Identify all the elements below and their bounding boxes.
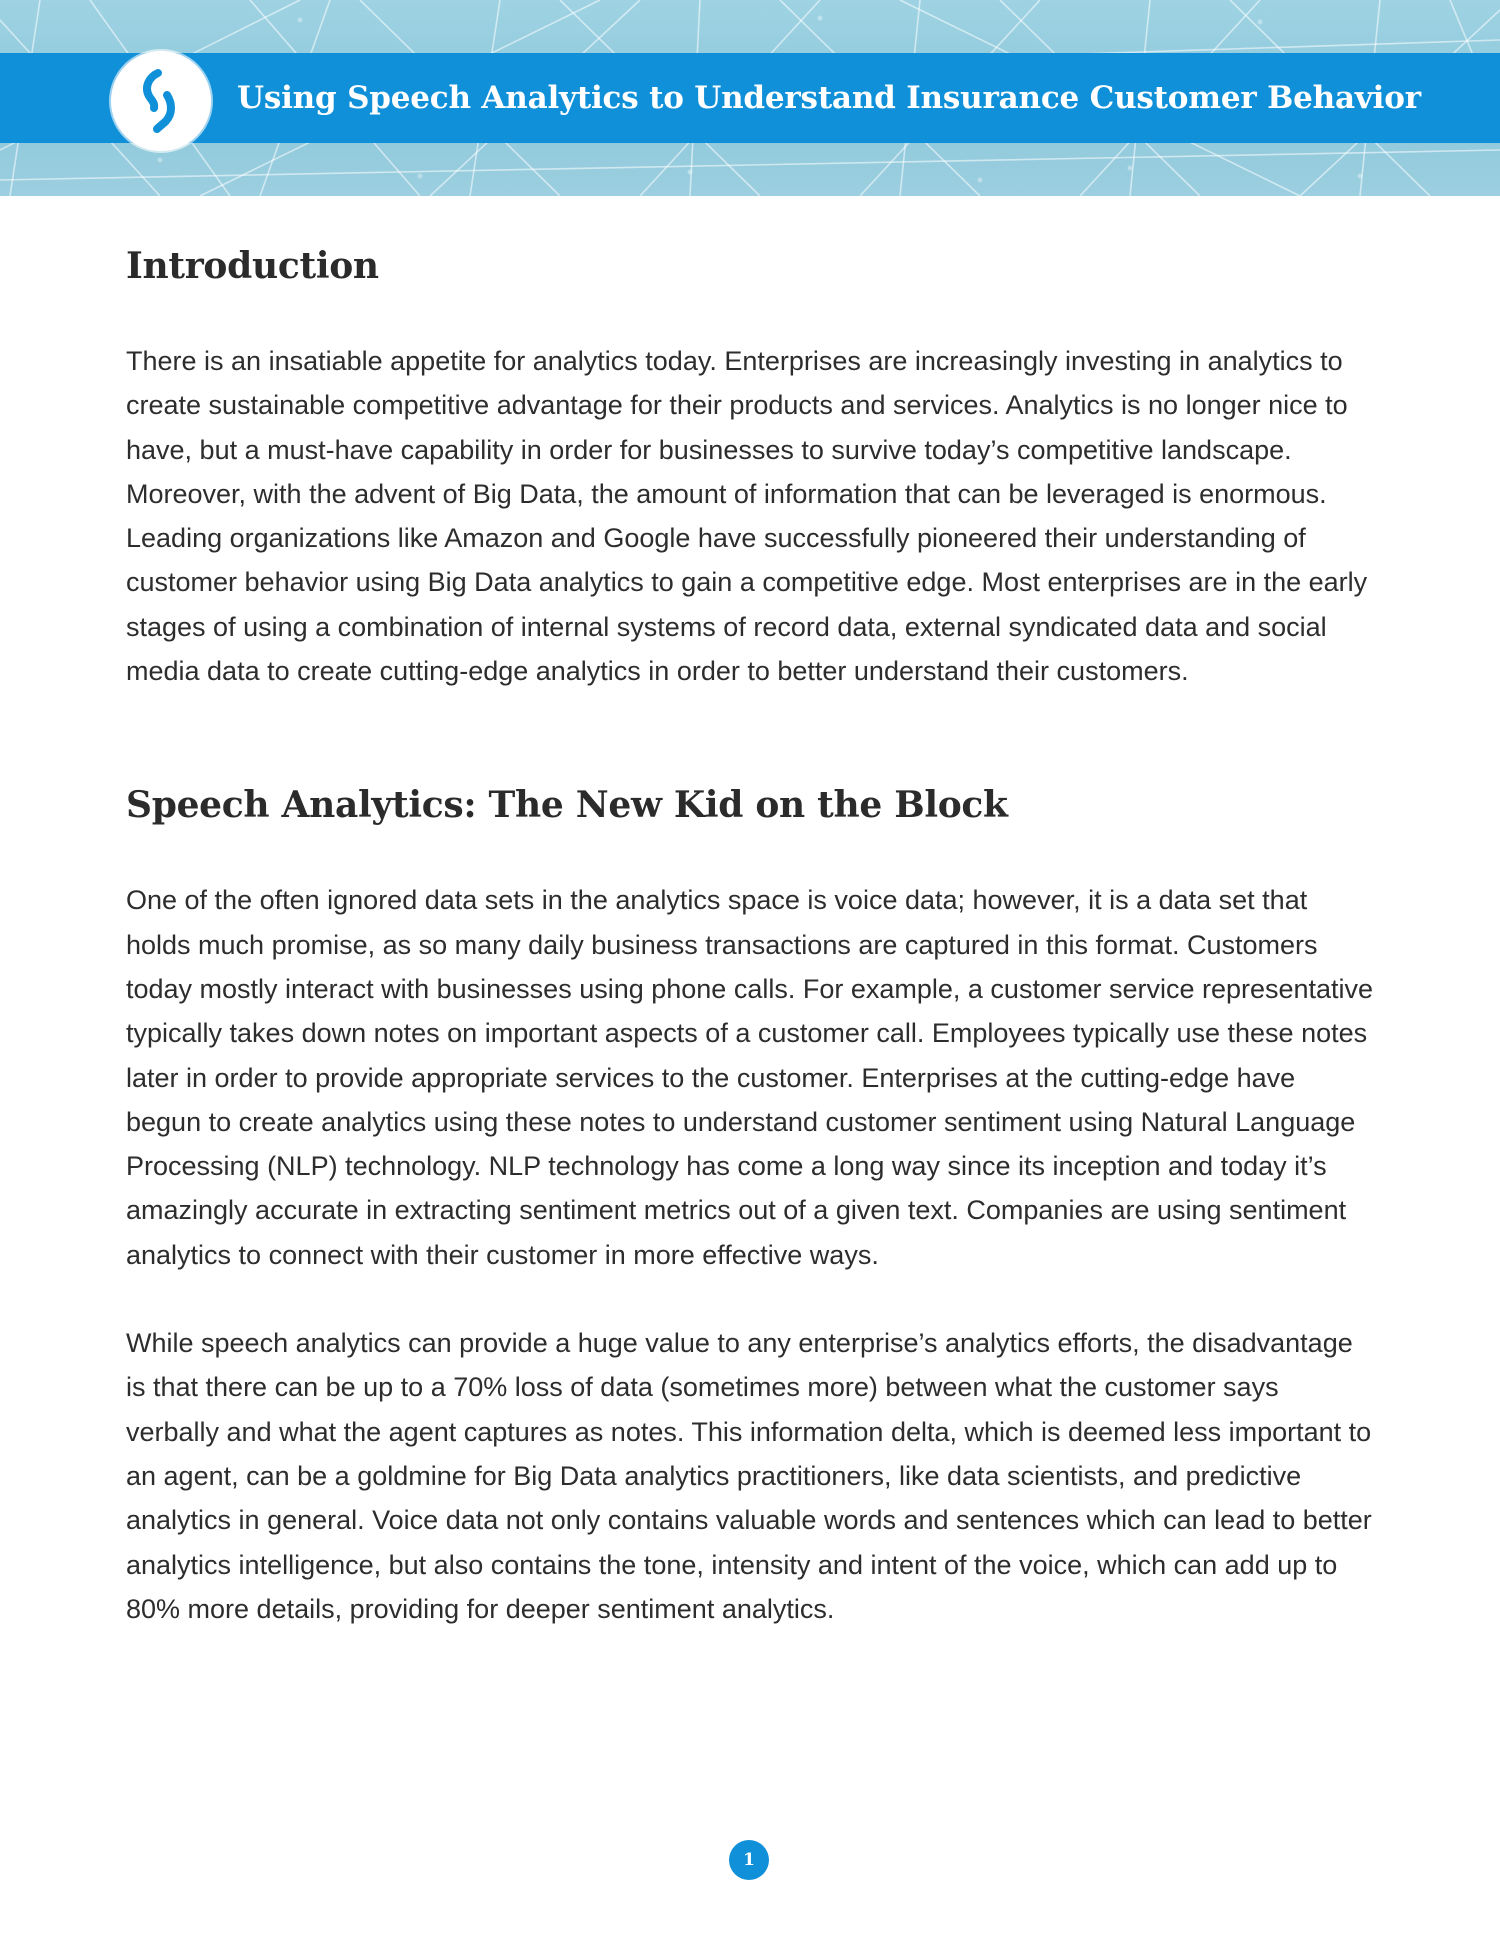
- s-swirl-logo-icon: [111, 51, 211, 151]
- header-banner: [0, 0, 1500, 196]
- page-number-badge: 1: [729, 1840, 769, 1880]
- introduction-paragraph: There is an insatiable appetite for analytics today. Enterprises are increasingly investing in analytics to create sustainable competitive advantage for their products and services. Analytics is no longer nice to have, but a must-have capability in order for businesses to survive today’s competitive landscape. Moreover, with the advent of Big Data, the amount of information that can be leveraged is enormous. Leading organizations like Amazon and Google have successfully pioneered their understanding of customer behavior using Big Data analytics to gain a competitive edge. Most enterprises are in the early stages of using a combination of internal systems of record data, external syndicated data and social media data to create cutting-edge analytics in order to better understand their customers.: [126, 346, 1368, 687]
- section-heading-introduction: Introduction: [126, 245, 379, 287]
- speech-analytics-paragraph-2: While speech analytics can provide a huge value to any enterprise’s analytics efforts, the disadvantage is that there can be up to a 70% loss of data (sometimes more) between what the customer says verbally and what the agent captures as notes. This information delta, which is deemed less important to an agent, can be a goldmine for Big Data analytics practitioners, like data scientists, and predictive analytics in general. Voice data not only contains valuable words and sentences which can lead to better analytics intelligence, but also contains the tone, intensity and intent of the voice, which can add up to 80% more details, providing for deeper sentiment analytics.: [126, 1328, 1372, 1624]
- document-body: [126, 236, 1376, 1631]
- section-heading-speech-analytics: Speech Analytics: The New Kid on the Block: [126, 784, 1008, 827]
- document-title: Using Speech Analytics to Understand Insurance Customer Behavior: [237, 80, 1421, 116]
- company-logo: [111, 51, 211, 151]
- speech-analytics-paragraph-1: One of the often ignored data sets in the analytics space is voice data; however, it is a data set that holds much promise, as so many daily business transactions are captured in this format. Customers today mostly interact with businesses using phone calls. For example, a customer service representative typically takes down notes on important aspects of a customer call. Employees typically use these notes later in order to provide appropriate services to the customer. Enterprises at the cutting-edge have begun to create analytics using these notes to understand customer sentiment using Natural Language Processing (NLP) technology. NLP technology has come a long way since its inception and today it’s amazingly accurate in extracting sentiment metrics out of a given text. Companies are using sentiment analytics to connect with their customer in more effective ways.: [126, 885, 1374, 1270]
